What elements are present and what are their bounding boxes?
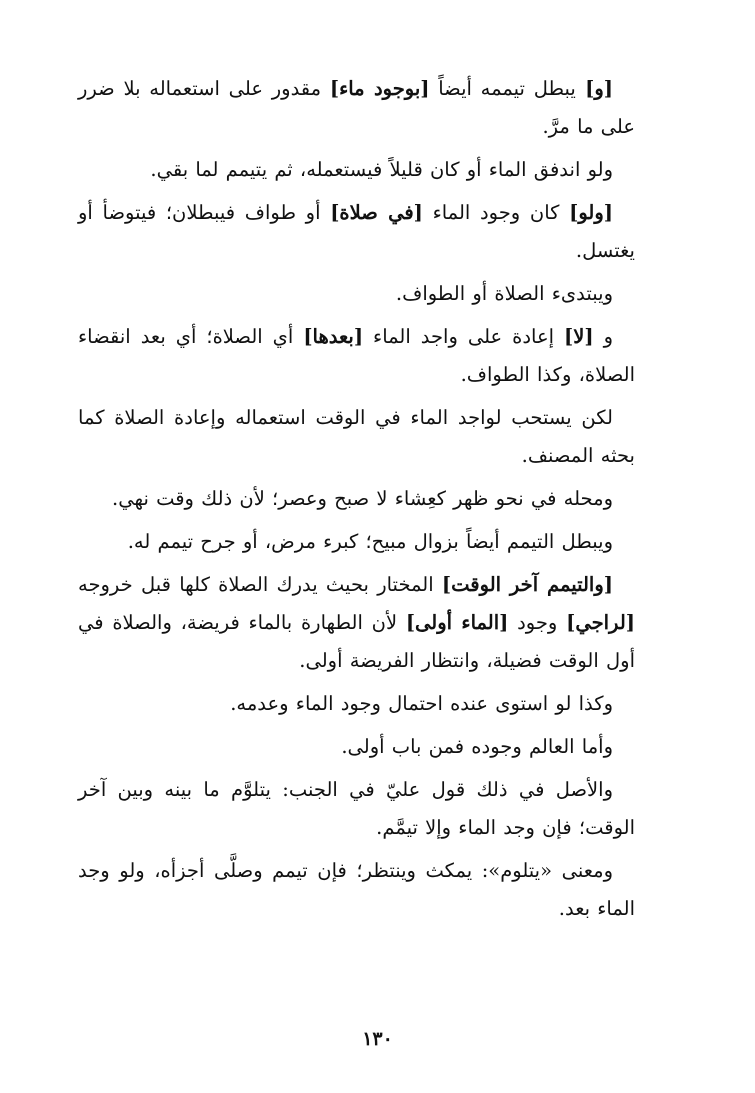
text-run: وأما العالم وجوده فمن باب أولى. (341, 735, 613, 758)
paragraph (78, 523, 635, 561)
text-run: [و] (575, 77, 613, 100)
text-run: ولو اندفق الماء أو كان قليلاً فيستعمله، ثم يتيمم لما بقي. (150, 158, 613, 181)
text-run: لكن يستحب لواجد الماء في الوقت استعماله وإعادة الصلاة كما بحثه المصنف. (78, 406, 635, 467)
paragraph (78, 771, 635, 847)
text-run: أي الصلاة؛ أي بعد انقضاء الصلاة، وكذا الطواف. (78, 325, 635, 386)
text-run: ويبطل التيمم أيضاً بزوال مبيح؛ كبرء مرض، أو جرح تيمم له. (127, 530, 613, 553)
text-run: [والتيمم آخر الوقت] (441, 573, 613, 596)
text-run: [في صلاة] (330, 201, 423, 224)
text-run: وجود (508, 611, 567, 634)
text-run: المختار بحيث يدرك الصلاة كلها قبل خروجه (78, 573, 442, 596)
text-run: [بوجود ماء] (329, 77, 430, 100)
paragraph (78, 194, 635, 270)
text-run: والأصل في ذلك قول عليّ في الجنب: يتلوَّم ما بينه وبين آخر الوقت؛ فإن وجد الماء وإلا تيمَّم. (78, 778, 635, 839)
text-run: كان وجود الماء (422, 201, 570, 224)
text-run: ومحله في نحو ظهر كعِشاء لا صبح وعصر؛ لأن ذلك وقت نهي. (112, 487, 613, 510)
text-run: أو طواف فيبطلان؛ فيتوضأ أو يغتسل. (78, 201, 635, 262)
text-run: و (593, 325, 613, 348)
paragraph (78, 318, 635, 394)
paragraph (78, 70, 635, 146)
text-run: لأن الطهارة بالماء فريضة، والصلاة في أول الوقت فضيلة، وانتظار الفريضة أولى. (78, 611, 635, 672)
text-run: وكذا لو استوى عنده احتمال وجود الماء وعدمه. (230, 692, 613, 715)
text-run: [لا] (564, 325, 594, 348)
paragraph (78, 852, 635, 928)
text-run: مقدور على استعماله بلا ضرر على ما مرَّ. (78, 77, 635, 138)
page-body (78, 70, 635, 933)
text-run: [الماء أولى] (405, 611, 509, 634)
text-run: إعادة على واجد الماء (363, 325, 565, 348)
text-run: يبطل تيممه أيضاً (429, 77, 576, 100)
text-run: [ولو] (569, 201, 613, 224)
page-number: ١٣٠ (362, 1028, 393, 1050)
paragraph (78, 399, 635, 475)
text-run: ومعنى «يتلوم»: يمكث وينتظر؛ فإن تيمم وصلَّى أجزأه، ولو وجد الماء بعد. (78, 859, 635, 920)
text-run: [لراجي] (566, 611, 635, 634)
paragraph (78, 728, 635, 766)
paragraph (78, 566, 635, 680)
paragraph (78, 685, 635, 723)
paragraph (78, 275, 635, 313)
paragraph (78, 151, 635, 189)
text-run: [بعدها] (303, 325, 364, 348)
text-run: ويبتدىء الصلاة أو الطواف. (395, 282, 613, 305)
paragraph (78, 480, 635, 518)
